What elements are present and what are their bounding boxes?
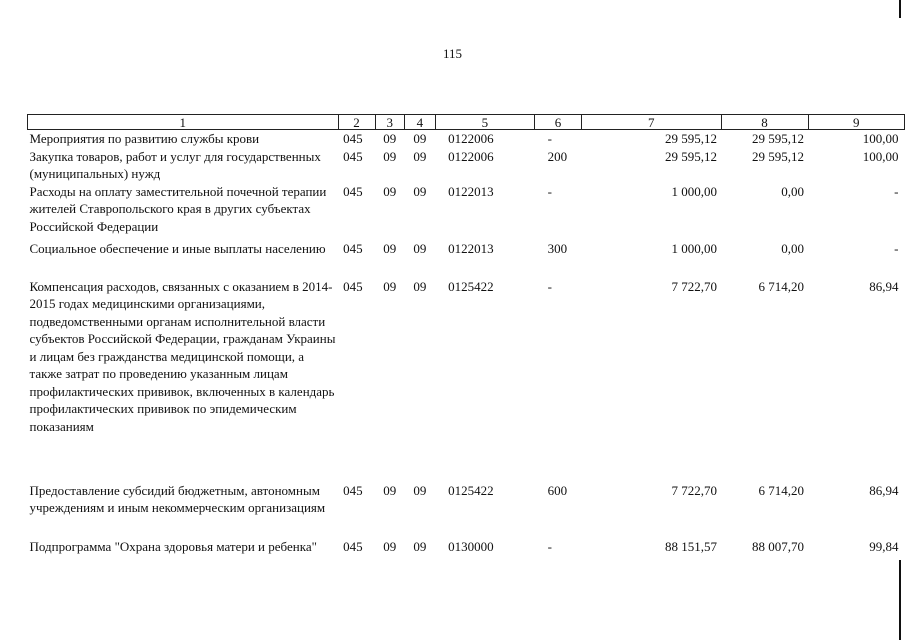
header-col-4: 4 <box>405 115 436 130</box>
header-col-2: 2 <box>338 115 375 130</box>
cell-col-5: 0122013 <box>448 240 494 256</box>
cell-col-7: 7 722,70 <box>671 278 717 294</box>
cell-col-3: 09 <box>383 183 397 199</box>
cell-col-8: 0,00 <box>781 240 805 256</box>
cell-col-5: 0125422 <box>448 482 494 498</box>
cell-col-9: - <box>894 183 899 199</box>
header-col-7: 7 <box>581 115 721 130</box>
cell-col-9: 100,00 <box>862 148 899 164</box>
header-col-3: 3 <box>375 115 405 130</box>
table-row <box>28 240 905 278</box>
cell-col-7: 29 595,12 <box>665 148 717 164</box>
row-name: Подпрограмма "Охрана здоровья матери и ребенка" <box>29 538 317 554</box>
cell-col-4: 09 <box>413 183 427 199</box>
cell-col-8: 29 595,12 <box>752 131 805 146</box>
cell-col-7: 88 151,57 <box>665 538 717 554</box>
cell-col-6: - <box>547 131 552 146</box>
cell-col-3: 09 <box>383 538 397 554</box>
cell-col-8: 6 714,20 <box>758 482 805 498</box>
cell-col-9: 99,84 <box>869 538 899 554</box>
cell-col-9: - <box>894 240 899 256</box>
table-row <box>28 482 905 538</box>
cell-col-4: 09 <box>413 240 427 256</box>
cell-col-6: - <box>547 183 552 199</box>
row-name: Закупка товаров, работ и услуг для государственных (муниципальных) нужд <box>29 148 321 181</box>
header-col-6: 6 <box>535 115 582 130</box>
cell-col-9: 86,94 <box>869 482 899 498</box>
cell-col-8: 6 714,20 <box>758 278 805 294</box>
cell-col-6: 300 <box>547 240 568 256</box>
cell-col-5: 0122006 <box>448 131 494 146</box>
cell-col-2: 045 <box>343 148 363 164</box>
cell-col-2: 045 <box>343 183 363 199</box>
cell-col-3: 09 <box>383 482 397 498</box>
cell-col-6: 200 <box>547 148 568 164</box>
cell-col-4: 09 <box>413 131 427 146</box>
budget-table <box>27 114 905 574</box>
row-name: Предоставление субсидий бюджетным, автономным учреждениям и иным некоммерческим организациям <box>29 482 326 515</box>
scan-edge-line <box>899 560 901 640</box>
table-row <box>28 278 905 482</box>
cell-col-3: 09 <box>383 131 397 146</box>
cell-col-3: 09 <box>383 278 397 294</box>
cell-col-6: - <box>547 538 552 554</box>
row-name: Компенсация расходов, связанных с оказанием в 2014-2015 годах медицинскими организациями, подведомственными органам исполнительной власти субъектов Российской Федерации, гражданам Украины и лицам без гражданства медицинской помощи, а также затрат по проведению указанным лицам профилактических прививок, включенных в календарь профилактических прививок по эпидемическим показаниям <box>29 278 336 434</box>
table-row <box>28 183 905 240</box>
header-col-8: 8 <box>721 115 808 130</box>
header-col-5: 5 <box>435 115 535 130</box>
cell-col-2: 045 <box>343 538 363 554</box>
cell-col-7: 1 000,00 <box>671 183 717 199</box>
cell-col-5: 0122013 <box>448 183 494 199</box>
cell-col-5: 0130000 <box>448 538 494 554</box>
header-col-9: 9 <box>808 115 904 130</box>
row-name: Мероприятия по развитию службы крови <box>29 131 260 146</box>
cell-col-9: 86,94 <box>869 278 899 294</box>
cell-col-7: 1 000,00 <box>671 240 717 256</box>
cell-col-6: - <box>547 278 552 294</box>
cell-col-4: 09 <box>413 148 427 164</box>
table-row <box>28 130 905 148</box>
cell-col-4: 09 <box>413 482 427 498</box>
row-name: Расходы на оплату заместительной почечной терапии жителей Ставропольского края в других субъектах Российской Федерации <box>29 183 327 234</box>
cell-col-4: 09 <box>413 278 427 294</box>
cell-col-2: 045 <box>343 131 363 146</box>
cell-col-5: 0125422 <box>448 278 494 294</box>
cell-col-6: 600 <box>547 482 568 498</box>
cell-col-4: 09 <box>413 538 427 554</box>
cell-col-8: 88 007,70 <box>752 538 805 554</box>
scan-edge-line <box>899 0 901 18</box>
table-row <box>28 148 905 183</box>
cell-col-3: 09 <box>383 240 397 256</box>
cell-col-2: 045 <box>343 278 363 294</box>
cell-col-8: 29 595,12 <box>752 148 805 164</box>
cell-col-2: 045 <box>343 240 363 256</box>
cell-col-5: 0122006 <box>448 148 494 164</box>
cell-col-2: 045 <box>343 482 363 498</box>
cell-col-9: 100,00 <box>862 131 899 146</box>
cell-col-3: 09 <box>383 148 397 164</box>
row-name: Социальное обеспечение и иные выплаты населению <box>29 240 326 256</box>
page-number: 115 <box>442 46 463 61</box>
cell-col-7: 29 595,12 <box>665 131 717 146</box>
table-row <box>28 538 905 574</box>
header-col-1: 1 <box>28 115 339 130</box>
cell-col-7: 7 722,70 <box>671 482 717 498</box>
cell-col-8: 0,00 <box>781 183 805 199</box>
header-row <box>28 115 905 130</box>
